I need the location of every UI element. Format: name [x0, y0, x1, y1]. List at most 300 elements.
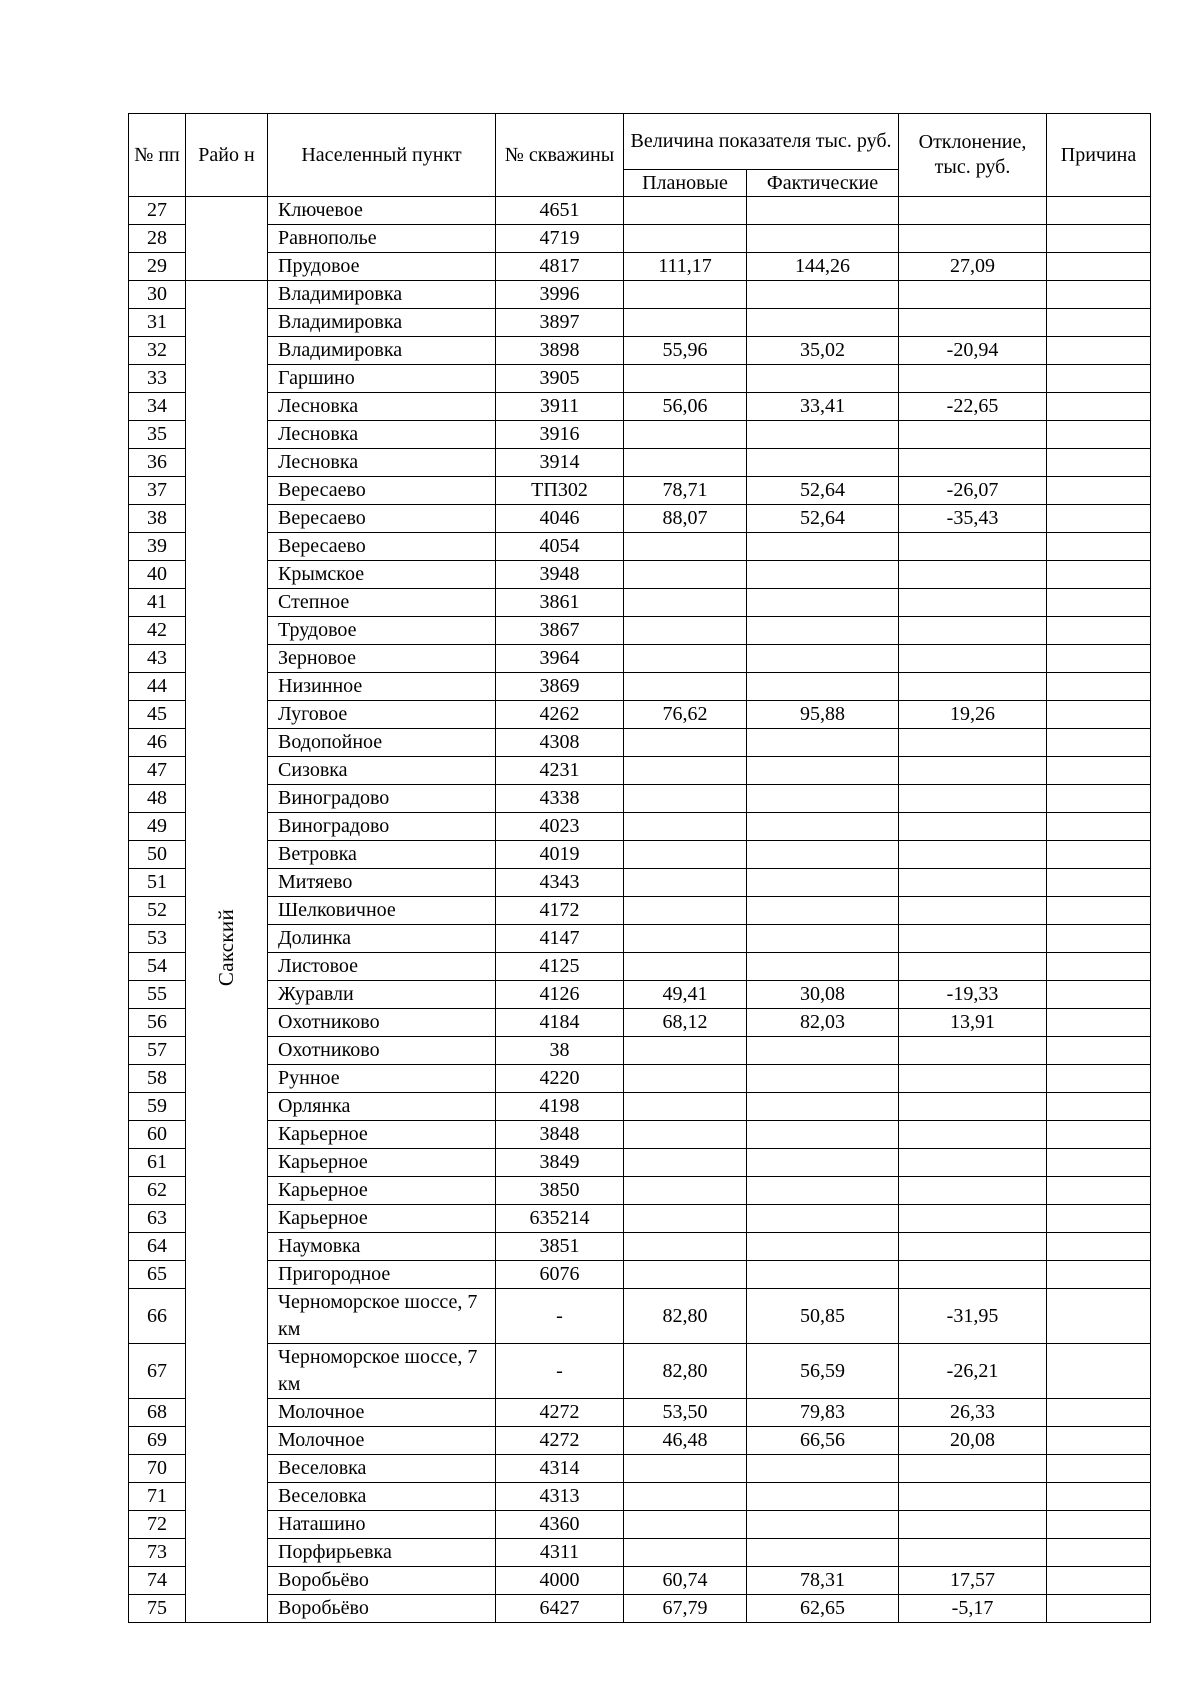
settlement-cell: Молочное	[268, 1399, 496, 1427]
settlement-cell: Пригородное	[268, 1261, 496, 1289]
actual-cell	[747, 1037, 899, 1065]
planned-cell: 111,17	[624, 253, 747, 281]
reason-cell	[1047, 225, 1151, 253]
row-number: 35	[129, 421, 186, 449]
planned-cell	[624, 1261, 747, 1289]
actual-cell: 56,59	[747, 1344, 899, 1399]
actual-cell	[747, 673, 899, 701]
well-cell: 3867	[496, 617, 624, 645]
deviation-cell	[899, 1037, 1047, 1065]
row-number: 55	[129, 981, 186, 1009]
reason-cell	[1047, 1149, 1151, 1177]
settlement-cell: Лесновка	[268, 421, 496, 449]
planned-cell	[624, 925, 747, 953]
row-number: 58	[129, 1065, 186, 1093]
actual-cell	[747, 1121, 899, 1149]
well-cell: 4338	[496, 785, 624, 813]
actual-cell	[747, 1093, 899, 1121]
settlement-cell: Виноградово	[268, 813, 496, 841]
planned-cell: 82,80	[624, 1344, 747, 1399]
actual-cell	[747, 533, 899, 561]
reason-cell	[1047, 449, 1151, 477]
planned-cell: 46,48	[624, 1427, 747, 1455]
actual-cell	[747, 1205, 899, 1233]
deviation-cell: 17,57	[899, 1567, 1047, 1595]
planned-cell	[624, 1065, 747, 1093]
planned-cell: 68,12	[624, 1009, 747, 1037]
reason-cell	[1047, 1289, 1151, 1344]
header-actual: Фактические	[747, 170, 899, 197]
row-number: 68	[129, 1399, 186, 1427]
deviation-cell	[899, 673, 1047, 701]
actual-cell	[747, 1065, 899, 1093]
reason-cell	[1047, 981, 1151, 1009]
row-number: 66	[129, 1289, 186, 1344]
settlement-cell: Лесновка	[268, 449, 496, 477]
deviation-cell	[899, 561, 1047, 589]
row-number: 70	[129, 1455, 186, 1483]
deviation-cell: 20,08	[899, 1427, 1047, 1455]
reason-cell	[1047, 1567, 1151, 1595]
table-row	[129, 645, 1151, 673]
planned-cell: 55,96	[624, 337, 747, 365]
settlement-cell: Черноморское шоссе, 7 км	[268, 1344, 496, 1399]
row-number: 65	[129, 1261, 186, 1289]
planned-cell	[624, 813, 747, 841]
actual-cell	[747, 869, 899, 897]
well-cell: 3849	[496, 1149, 624, 1177]
planned-cell	[624, 561, 747, 589]
planned-cell	[624, 785, 747, 813]
reason-cell	[1047, 1261, 1151, 1289]
well-cell: 635214	[496, 1205, 624, 1233]
settlement-cell: Вересаево	[268, 505, 496, 533]
well-cell: 3948	[496, 561, 624, 589]
table-row	[129, 757, 1151, 785]
settlement-cell: Шелковичное	[268, 897, 496, 925]
planned-cell	[624, 953, 747, 981]
table-row	[129, 897, 1151, 925]
row-number: 54	[129, 953, 186, 981]
settlement-cell: Владимировка	[268, 281, 496, 309]
settlement-cell: Владимировка	[268, 337, 496, 365]
table-row	[129, 701, 1151, 729]
deviation-cell	[899, 1149, 1047, 1177]
actual-cell	[747, 813, 899, 841]
reason-cell	[1047, 337, 1151, 365]
settlement-cell: Порфирьевка	[268, 1539, 496, 1567]
deviation-cell	[899, 813, 1047, 841]
actual-cell	[747, 757, 899, 785]
reason-cell	[1047, 197, 1151, 225]
planned-cell: 78,71	[624, 477, 747, 505]
actual-cell	[747, 1455, 899, 1483]
planned-cell	[624, 533, 747, 561]
table-row	[129, 253, 1151, 281]
district-cell-sakskiy	[186, 281, 268, 1623]
reason-cell	[1047, 785, 1151, 813]
actual-cell	[747, 365, 899, 393]
deviation-cell	[899, 309, 1047, 337]
well-cell: 4019	[496, 841, 624, 869]
well-cell: 4313	[496, 1483, 624, 1511]
deviation-cell: -31,95	[899, 1289, 1047, 1344]
reason-cell	[1047, 953, 1151, 981]
reason-cell	[1047, 1455, 1151, 1483]
reason-cell	[1047, 1427, 1151, 1455]
well-cell: 6076	[496, 1261, 624, 1289]
actual-cell	[747, 645, 899, 673]
deviation-cell	[899, 729, 1047, 757]
settlement-cell: Наташино	[268, 1511, 496, 1539]
well-cell: 4054	[496, 533, 624, 561]
well-cell: 3916	[496, 421, 624, 449]
header-value-group: Величина показателя тыс. руб.	[624, 114, 899, 170]
reason-cell	[1047, 281, 1151, 309]
table-row	[129, 1261, 1151, 1289]
table-row	[129, 1177, 1151, 1205]
row-number: 72	[129, 1511, 186, 1539]
well-cell: 4314	[496, 1455, 624, 1483]
well-cell: 4262	[496, 701, 624, 729]
settlement-cell: Охотниково	[268, 1009, 496, 1037]
well-cell: 3914	[496, 449, 624, 477]
reason-cell	[1047, 1595, 1151, 1623]
row-number: 57	[129, 1037, 186, 1065]
table-row	[129, 981, 1151, 1009]
table-row	[129, 1289, 1151, 1344]
actual-cell	[747, 1483, 899, 1511]
reason-cell	[1047, 421, 1151, 449]
table-row	[129, 533, 1151, 561]
reason-cell	[1047, 701, 1151, 729]
table-row	[129, 365, 1151, 393]
row-number: 75	[129, 1595, 186, 1623]
table-row	[129, 1511, 1151, 1539]
deviation-cell	[899, 1455, 1047, 1483]
well-cell: 4172	[496, 897, 624, 925]
planned-cell	[624, 1037, 747, 1065]
deviation-cell	[899, 841, 1047, 869]
planned-cell	[624, 1511, 747, 1539]
well-cell: 4231	[496, 757, 624, 785]
well-cell: 4719	[496, 225, 624, 253]
reason-cell	[1047, 1009, 1151, 1037]
well-cell: 3911	[496, 393, 624, 421]
planned-cell: 76,62	[624, 701, 747, 729]
actual-cell	[747, 225, 899, 253]
well-cell: 4000	[496, 1567, 624, 1595]
reason-cell	[1047, 1121, 1151, 1149]
table-row	[129, 1455, 1151, 1483]
settlement-cell: Молочное	[268, 1427, 496, 1455]
reason-cell	[1047, 1483, 1151, 1511]
reason-cell	[1047, 309, 1151, 337]
settlement-cell: Вересаево	[268, 477, 496, 505]
actual-cell: 82,03	[747, 1009, 899, 1037]
actual-cell	[747, 1149, 899, 1177]
actual-cell: 35,02	[747, 337, 899, 365]
well-cell: 4126	[496, 981, 624, 1009]
district-label: Сакский	[214, 908, 238, 987]
reason-cell	[1047, 813, 1151, 841]
well-cell: 4817	[496, 253, 624, 281]
reason-cell	[1047, 365, 1151, 393]
settlement-cell: Охотниково	[268, 1037, 496, 1065]
planned-cell	[624, 449, 747, 477]
reason-cell	[1047, 253, 1151, 281]
reason-cell	[1047, 477, 1151, 505]
deviation-cell: -35,43	[899, 505, 1047, 533]
row-number: 42	[129, 617, 186, 645]
table-row	[129, 1567, 1151, 1595]
well-cell: 4147	[496, 925, 624, 953]
settlement-cell: Равнополье	[268, 225, 496, 253]
planned-cell: 88,07	[624, 505, 747, 533]
table-row	[129, 1037, 1151, 1065]
actual-cell: 144,26	[747, 253, 899, 281]
well-cell: 3996	[496, 281, 624, 309]
settlement-cell: Орлянка	[268, 1093, 496, 1121]
row-number: 51	[129, 869, 186, 897]
row-number: 33	[129, 365, 186, 393]
deviation-cell	[899, 785, 1047, 813]
table-row	[129, 281, 1151, 309]
reason-cell	[1047, 1233, 1151, 1261]
header-num: № пп	[129, 114, 186, 197]
settlement-cell: Владимировка	[268, 309, 496, 337]
deviation-cell: 27,09	[899, 253, 1047, 281]
actual-cell: 33,41	[747, 393, 899, 421]
well-cell: 4023	[496, 813, 624, 841]
row-number: 63	[129, 1205, 186, 1233]
well-cell: 3848	[496, 1121, 624, 1149]
planned-cell	[624, 225, 747, 253]
reason-cell	[1047, 1539, 1151, 1567]
row-number: 69	[129, 1427, 186, 1455]
row-number: 41	[129, 589, 186, 617]
reason-cell	[1047, 897, 1151, 925]
table-row	[129, 1149, 1151, 1177]
row-number: 44	[129, 673, 186, 701]
table-row	[129, 197, 1151, 225]
row-number: 38	[129, 505, 186, 533]
planned-cell	[624, 869, 747, 897]
well-cell: 3850	[496, 1177, 624, 1205]
table-row	[129, 1009, 1151, 1037]
reason-cell	[1047, 645, 1151, 673]
well-cell: 4046	[496, 505, 624, 533]
row-number: 48	[129, 785, 186, 813]
row-number: 37	[129, 477, 186, 505]
actual-cell: 30,08	[747, 981, 899, 1009]
well-cell: 3905	[496, 365, 624, 393]
row-number: 46	[129, 729, 186, 757]
settlement-cell: Зерновое	[268, 645, 496, 673]
well-cell: 3897	[496, 309, 624, 337]
table-row	[129, 1344, 1151, 1399]
settlement-cell: Черноморское шоссе, 7 км	[268, 1289, 496, 1344]
well-cell: 4311	[496, 1539, 624, 1567]
deviation-cell: -20,94	[899, 337, 1047, 365]
table-row	[129, 729, 1151, 757]
table-row	[129, 673, 1151, 701]
actual-cell	[747, 925, 899, 953]
planned-cell: 56,06	[624, 393, 747, 421]
settlement-cell: Крымское	[268, 561, 496, 589]
actual-cell	[747, 281, 899, 309]
well-cell: 4220	[496, 1065, 624, 1093]
settlement-cell: Карьерное	[268, 1177, 496, 1205]
deviation-cell	[899, 1093, 1047, 1121]
planned-cell	[624, 365, 747, 393]
settlement-cell: Виноградово	[268, 785, 496, 813]
table-row	[129, 813, 1151, 841]
actual-cell: 78,31	[747, 1567, 899, 1595]
reason-cell	[1047, 925, 1151, 953]
row-number: 40	[129, 561, 186, 589]
deviation-cell	[899, 1483, 1047, 1511]
well-cell: 4198	[496, 1093, 624, 1121]
well-cell: 3964	[496, 645, 624, 673]
planned-cell	[624, 645, 747, 673]
settlement-cell: Рунное	[268, 1065, 496, 1093]
well-cell: 4343	[496, 869, 624, 897]
settlement-cell: Карьерное	[268, 1149, 496, 1177]
header-deviation: Отклонение, тыс. руб.	[899, 114, 1047, 197]
actual-cell	[747, 561, 899, 589]
deviation-cell	[899, 589, 1047, 617]
row-number: 47	[129, 757, 186, 785]
well-cell: 3851	[496, 1233, 624, 1261]
actual-cell	[747, 421, 899, 449]
reason-cell	[1047, 1037, 1151, 1065]
header-planned: Плановые	[624, 170, 747, 197]
reason-cell	[1047, 393, 1151, 421]
settlement-cell: Степное	[268, 589, 496, 617]
deviation-cell: 26,33	[899, 1399, 1047, 1427]
well-cell: 4360	[496, 1511, 624, 1539]
deviation-cell: 19,26	[899, 701, 1047, 729]
actual-cell: 79,83	[747, 1399, 899, 1427]
actual-cell	[747, 449, 899, 477]
actual-cell	[747, 1177, 899, 1205]
district-cell-blank	[186, 197, 268, 281]
row-number: 31	[129, 309, 186, 337]
settlement-cell: Наумовка	[268, 1233, 496, 1261]
well-cell: 38	[496, 1037, 624, 1065]
actual-cell	[747, 197, 899, 225]
well-cell: ТП302	[496, 477, 624, 505]
planned-cell	[624, 729, 747, 757]
settlement-cell: Митяево	[268, 869, 496, 897]
reason-cell	[1047, 561, 1151, 589]
actual-cell: 66,56	[747, 1427, 899, 1455]
table-row	[129, 561, 1151, 589]
deviation-cell	[899, 1121, 1047, 1149]
settlement-cell: Долинка	[268, 925, 496, 953]
deviation-cell	[899, 757, 1047, 785]
deviation-cell: -19,33	[899, 981, 1047, 1009]
row-number: 52	[129, 897, 186, 925]
header-settlement: Населенный пункт	[268, 114, 496, 197]
deviation-cell	[899, 1233, 1047, 1261]
table-row	[129, 1483, 1151, 1511]
row-number: 34	[129, 393, 186, 421]
reason-cell	[1047, 505, 1151, 533]
reason-cell	[1047, 841, 1151, 869]
planned-cell	[624, 1483, 747, 1511]
deviation-cell: -22,65	[899, 393, 1047, 421]
row-number: 39	[129, 533, 186, 561]
row-number: 50	[129, 841, 186, 869]
planned-cell	[624, 673, 747, 701]
actual-cell: 95,88	[747, 701, 899, 729]
deviation-cell	[899, 645, 1047, 673]
table-row	[129, 393, 1151, 421]
reason-cell	[1047, 617, 1151, 645]
deviation-cell	[899, 953, 1047, 981]
actual-cell	[747, 897, 899, 925]
table-row	[129, 1539, 1151, 1567]
planned-cell	[624, 757, 747, 785]
well-cell: 6427	[496, 1595, 624, 1623]
table-row	[129, 841, 1151, 869]
actual-cell	[747, 589, 899, 617]
planned-cell	[624, 281, 747, 309]
planned-cell: 60,74	[624, 1567, 747, 1595]
reason-cell	[1047, 1399, 1151, 1427]
reason-cell	[1047, 673, 1151, 701]
planned-cell: 82,80	[624, 1289, 747, 1344]
table-row	[129, 1065, 1151, 1093]
reason-cell	[1047, 1065, 1151, 1093]
settlement-cell: Лесновка	[268, 393, 496, 421]
deviation-cell	[899, 1177, 1047, 1205]
deviation-cell	[899, 449, 1047, 477]
actual-cell: 62,65	[747, 1595, 899, 1623]
deviation-cell	[899, 1065, 1047, 1093]
row-number: 71	[129, 1483, 186, 1511]
deviation-cell: -5,17	[899, 1595, 1047, 1623]
row-number: 60	[129, 1121, 186, 1149]
row-number: 59	[129, 1093, 186, 1121]
planned-cell	[624, 421, 747, 449]
settlement-cell: Воробьёво	[268, 1595, 496, 1623]
actual-cell: 52,64	[747, 505, 899, 533]
table-row	[129, 1427, 1151, 1455]
deviation-cell	[899, 533, 1047, 561]
actual-cell	[747, 729, 899, 757]
reason-cell	[1047, 729, 1151, 757]
well-cell: -	[496, 1289, 624, 1344]
row-number: 73	[129, 1539, 186, 1567]
row-number: 36	[129, 449, 186, 477]
planned-cell	[624, 1177, 747, 1205]
actual-cell	[747, 617, 899, 645]
well-cell: 4272	[496, 1427, 624, 1455]
table-row	[129, 589, 1151, 617]
actual-cell	[747, 1261, 899, 1289]
header-reason: Причина	[1047, 114, 1151, 197]
table-body	[129, 197, 1151, 1623]
table-row	[129, 505, 1151, 533]
actual-cell: 50,85	[747, 1289, 899, 1344]
deviation-cell: -26,21	[899, 1344, 1047, 1399]
actual-cell	[747, 309, 899, 337]
deviation-cell	[899, 225, 1047, 253]
deviation-cell	[899, 1511, 1047, 1539]
